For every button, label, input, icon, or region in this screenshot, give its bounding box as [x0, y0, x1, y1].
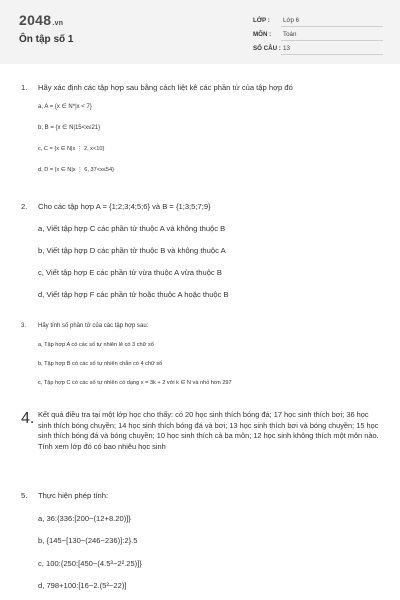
question-1-item-c: c, C = {x ∈ N|x ⋮ 2, x<10}: [38, 146, 105, 152]
question-1-item-b: b, B = {x ∈ N|15<x≤21}: [38, 125, 101, 131]
site-logo[interactable]: 2048.vn: [19, 12, 64, 28]
document-title: Ôn tập số 1: [19, 34, 74, 45]
question-2-item-b: b, Viết tập hợp D các phần tử thuộc B và không thuộc A: [38, 246, 226, 255]
meta-class-label: LỚP :: [253, 17, 270, 24]
question-5-item-b: b, {145−[130−(246−236)]:2}.5: [38, 536, 138, 545]
question-number: 1.: [21, 83, 28, 92]
question-3-item-a: a, Tập hợp A có các số tự nhiên lẻ có 3 chữ số: [38, 342, 154, 348]
question-number: 2.: [21, 202, 28, 211]
question-1-item-d: d, D = {x ∈ N|x ⋮ 6, 37<x≤54}: [38, 167, 114, 173]
question-2-item-c: c, Viết tập hợp E các phần tử vừa thuộc A vừa thuộc B: [38, 268, 222, 277]
question-5-item-c: c, 100:{250:[450−(4.5³−2².25)]}: [38, 559, 142, 568]
question-3-item-b: b, Tập hợp B có các số tự nhiên chẵn có 4 chữ số: [38, 361, 163, 367]
question-5-item-d: d, 798+100:[16−2.(5²−22)]: [38, 581, 127, 590]
question-text: Hãy xác định các tập hợp sau bằng cách liệt kê các phần tử của tập hợp đó: [38, 83, 293, 92]
question-2-item-d: d, Viết tập hợp F các phần tử hoặc thuộc A hoặc thuộc B: [38, 290, 229, 299]
meta-subject-value: Toán: [283, 31, 297, 38]
question-text: Cho các tập hợp A = {1;2;3;4;5;6} và B = {1;3;5;7;9}: [38, 202, 211, 211]
meta-subject-label: MÔN :: [253, 31, 272, 38]
question-text: Kết quả điều tra tại một lớp học cho thấy: có 20 học sinh thích bóng đá; 17 học sinh thích bơi; 36 học sinh thích bóng chuyền; 14 học sinh thích bóng đá và bơi; 13 học sinh thích bơi và bóng chuyền; 15 học sinh thích bóng đá và bóng chuyền; 10 học sinh thích cả ba môn; 12 học sinh không thích một môn nào. Tính xem lớp đó có bao nhiêu học sinh: [38, 410, 379, 451]
question-3-item-c: c, Tập hợp C có các số tự nhiên có dạng x = 3k + 2 với k ∈ N và nhỏ hơn 297: [38, 380, 232, 386]
meta-question-count-value: 13: [283, 45, 290, 52]
meta-question-count-label: SỐ CÂU :: [253, 45, 281, 52]
question-5-item-a: a, 36:{336:[200−(12+8.20)]}: [38, 514, 131, 523]
question-list: [0, 64, 400, 600]
question-2-item-a: a, Viết tập hợp C các phần tử thuộc A và không thuộc B: [38, 224, 226, 233]
question-number: 3.: [21, 323, 27, 329]
document-header: [0, 0, 400, 64]
question-1-item-a: a, A = {x ∈ N*|x < 7}: [38, 104, 92, 110]
question-number: 4.: [21, 410, 35, 427]
question-text: Thực hiện phép tính:: [38, 491, 109, 500]
question-number: 5.: [21, 491, 28, 500]
question-text: Hãy tính số phần tử của các tập hợp sau:: [38, 323, 149, 329]
meta-class-value: Lớp 6: [283, 17, 300, 24]
